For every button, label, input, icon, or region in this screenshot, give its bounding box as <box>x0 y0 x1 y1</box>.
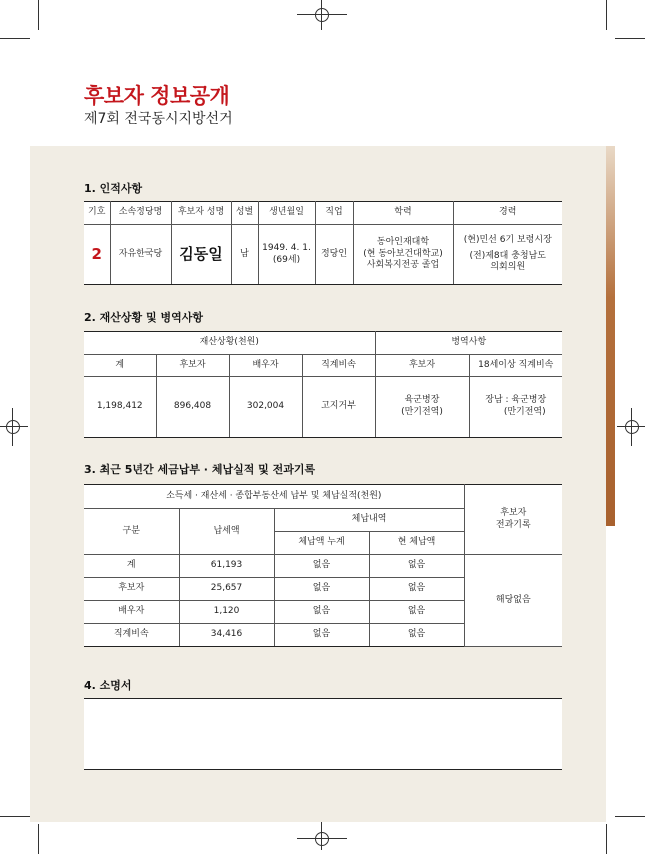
col-criminal-line: 전과기록 <box>495 519 531 530</box>
military-candidate-line: (만기전역) <box>401 407 443 417</box>
criminal-record: 해당없음 <box>464 555 562 647</box>
registration-mark-bottom <box>311 828 333 850</box>
page-title: 후보자 정보공개 <box>84 84 230 108</box>
career-line: (현)민선 6기 보령시장 <box>463 234 552 245</box>
career-cell <box>453 225 562 285</box>
col-paid: 납세액 <box>179 509 274 555</box>
education-cell <box>353 225 453 285</box>
side-tab-decoration <box>606 146 615 526</box>
col-number: 기호 <box>84 202 110 225</box>
job: 정당인 <box>315 225 353 285</box>
col-arrears-total: 체납액 누계 <box>274 532 369 555</box>
crop-mark <box>38 0 39 30</box>
tax-row-paid: 25,657 <box>179 578 274 601</box>
col-spouse: 배우자 <box>229 355 302 377</box>
col-military-candidate: 후보자 <box>375 355 469 377</box>
gender: 남 <box>231 225 258 285</box>
personal-info-table <box>84 201 562 285</box>
col-career: 경력 <box>453 202 562 225</box>
tax-row-paid: 34,416 <box>179 624 274 647</box>
military-descendants-line: 장남 : 육군병장 <box>485 395 547 406</box>
registration-mark-left <box>2 416 24 438</box>
col-category: 구분 <box>84 509 179 555</box>
tax-row-category: 계 <box>84 555 179 578</box>
section-1-heading: 1. 인적사항 <box>84 182 143 195</box>
education-line: 사회복지전공 졸업 <box>366 260 440 271</box>
tax-row-category: 직계비속 <box>84 624 179 647</box>
statement-box <box>84 698 562 770</box>
property-candidate: 896,408 <box>156 377 229 438</box>
col-military-descendants: 18세이상 직계비속 <box>469 355 562 377</box>
education-line: 동아인재대학 <box>376 236 430 247</box>
col-party: 소속정당명 <box>110 202 171 225</box>
property-descendants: 고지거부 <box>302 377 375 438</box>
tax-row-paid: 1,120 <box>179 601 274 624</box>
birth-cell <box>258 225 315 285</box>
tax-row-arrears-total: 없음 <box>274 601 369 624</box>
registration-mark-right <box>621 416 643 438</box>
col-descendants: 직계비속 <box>302 355 375 377</box>
property-spouse: 302,004 <box>229 377 302 438</box>
tax-row-arrears-total: 없음 <box>274 555 369 578</box>
page-subtitle: 제7회 전국동시지방선거 <box>84 111 233 127</box>
tax-row-paid: 61,193 <box>179 555 274 578</box>
section-3-heading: 3. 최근 5년간 세금납부 · 체납실적 및 전과기록 <box>84 463 316 476</box>
crop-mark <box>0 38 30 39</box>
crop-mark <box>615 816 645 817</box>
property-military-table <box>84 331 562 438</box>
military-descendants <box>469 377 562 438</box>
col-candidate: 후보자 <box>156 355 229 377</box>
military-candidate-line: 육군병장 <box>404 395 440 406</box>
crop-mark <box>38 824 39 854</box>
tax-row-arrears-current: 없음 <box>369 601 464 624</box>
group-property: 재산상황(천원) <box>84 332 375 355</box>
military-descendants-line: (만기전역) <box>503 407 546 417</box>
col-total: 계 <box>84 355 156 377</box>
tax-row-arrears-total: 없음 <box>274 624 369 647</box>
col-job: 직업 <box>315 202 353 225</box>
group-arrears: 체납내역 <box>274 509 464 532</box>
col-name: 후보자 성명 <box>171 202 231 225</box>
education-line: (현 동아보건대학교) <box>363 248 443 259</box>
career-line: 의회의원 <box>490 262 526 273</box>
registration-mark-top <box>311 4 333 26</box>
col-birth: 생년월일 <box>258 202 315 225</box>
tax-row-category: 후보자 <box>84 578 179 601</box>
col-gender: 성별 <box>231 202 258 225</box>
crop-mark <box>0 816 30 817</box>
candidate-number: 2 <box>84 225 110 285</box>
tax-criminal-table <box>84 484 562 647</box>
group-tax: 소득세 · 재산세 · 종합부동산세 납부 및 체납실적(천원) <box>84 485 464 509</box>
col-arrears-current: 현 체납액 <box>369 532 464 555</box>
col-education: 학력 <box>353 202 453 225</box>
property-total: 1,198,412 <box>84 377 156 438</box>
career-line: (전)제8대 충청남도 <box>469 250 546 261</box>
tax-row-arrears-current: 없음 <box>369 624 464 647</box>
group-military: 병역사항 <box>375 332 562 355</box>
age: (69세) <box>272 254 301 265</box>
crop-mark <box>615 38 645 39</box>
party-name: 자유한국당 <box>110 225 171 285</box>
tax-row-category: 배우자 <box>84 601 179 624</box>
crop-mark <box>606 0 607 30</box>
tax-row-arrears-current: 없음 <box>369 578 464 601</box>
col-criminal <box>464 485 562 555</box>
section-2-heading: 2. 재산상황 및 병역사항 <box>84 311 203 324</box>
tax-row-arrears-current: 없음 <box>369 555 464 578</box>
military-candidate <box>375 377 469 438</box>
tax-row-arrears-total: 없음 <box>274 578 369 601</box>
birth-date: 1949. 4. 1. <box>262 242 311 253</box>
candidate-name: 김동일 <box>171 225 231 285</box>
section-4-heading: 4. 소명서 <box>84 679 132 692</box>
crop-mark <box>606 824 607 854</box>
col-criminal-line: 후보자 <box>500 507 527 518</box>
